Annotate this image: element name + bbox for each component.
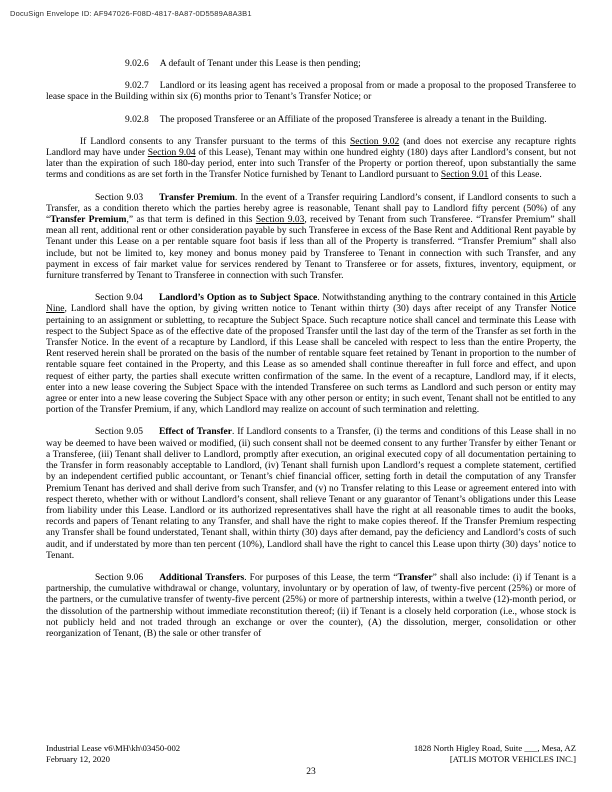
section-9-03-paragraph (46, 193, 576, 283)
defined-term-transfer-premium: Transfer Premium (50, 215, 127, 226)
section-9-04-paragraph (46, 293, 576, 416)
clause-number: 9.02.7 (125, 81, 149, 92)
article-nine-reference: Article Nine (46, 293, 577, 315)
section-label: Section 9.05 (95, 427, 143, 438)
clause-9-02-8 (46, 115, 576, 126)
paragraph-text: . Notwithstanding anything to the contrary contained in this (317, 293, 550, 304)
paragraph-text: ,” as that term is defined in this (126, 215, 256, 226)
clause-text: Landlord or its leasing agent has received a proposal from or made a proposal to the proposed Transferee to lease space in the Building within six (6) months prior to Tenant’s Transfer Notice; or (46, 81, 576, 103)
paragraph-text: , received by Tenant from such Transferee. “Transfer Premium” shall mean all rent, additional rent or other consideration payable by such Transferee in excess of the Base Rent and Additional Rent payable by Tenant under this Lease on a per rentable square foot basis if less than all of the Property is transferred. “Transfer Premium” shall also include, but not be limited to, key money and bonus money paid by Transferee to Tenant in connection with such Transfer, and any payment in excess of fair market value for services rendered by Tenant to Transferee or for assets, fixtures, inventory, equipment, or furniture transferred by Tenant to Transferee in connection with such Transfer. (46, 215, 576, 282)
consent-paragraph (46, 137, 576, 182)
clause-number: 9.02.8 (125, 114, 149, 125)
page-number: 23 (306, 767, 316, 778)
clause-9-02-7 (46, 81, 576, 103)
section-9-05-paragraph (46, 427, 576, 561)
paragraph-text: (and does not exercise any recapture rights Landlord may have under (46, 136, 576, 159)
clause-number: 9.02.6 (125, 59, 149, 69)
footer-date: February 12, 2020 (46, 753, 110, 764)
section-9-06-heading: Additional Transfers (159, 572, 245, 583)
docusign-envelope-id: DocuSign Envelope ID: AF947026-F08D-4817-8A87-0D5589A8A3B1 (10, 9, 252, 18)
paragraph-text: ” shall also include: (i) if Tenant is a partnership, the cumulative withdrawal or change, voluntary, involuntary or by operation of law, of twenty-five percent (25%) or more of the partners, or the cumulative transfer of twenty-five percent (25%) or more of partnership interests, within a twelve (12)-month period, or the dissolution of the partnership without immediate reconstitution thereof; (ii) if Tenant is a closely held corporation (i.e., whose stock is not publicly held and not traded through an exchange or over the counter), (A) the dissolution, merger, consolidation or other reorganization of Tenant, (B) the sale or other transfer of (46, 572, 576, 639)
section-9-05-heading: Effect of Transfer (159, 427, 232, 438)
clause-text: The proposed Transferee or an Affiliate of the proposed Transferee is already a tenant in the Building. (159, 114, 547, 125)
paragraph-text: . If Landlord consents to a Transfer, (i) the terms and conditions of this Lease shall in no way be deemed to have been waived or modified, (ii) such consent shall not be deemed consent to any further Transfer by either Tenant or a Transferee, (iii) Tenant shall deliver to Landlord, promptly after execution, an original executed copy of all documentation pertaining to the Transfer in form reasonably acceptable to Landlord, (iv) Tenant shall furnish upon Landlord’s request a complete statement, certified by an independent certified public accountant, or Tenant’s chief financial officer, setting forth in detail the computation of any Transfer Premium Tenant has derived and shall derive from such Transfer, and (v) no Transfer relating to this Lease or agreement entered into with respect thereto, whether with or without Landlord’s consent, shall relieve Tenant or any guarantor of Tenant’s obligations under this Lease from liability under this Lease. Landlord or its authorized representatives shall have the right at all reasonable times to audit the books, records and papers of Tenant relating to any Transfer, and shall have the right to make copies thereof. If the Transfer Premium respecting any Transfer shall be found understated, Tenant shall, within thirty (30) days after demand, pay the deficiency and Landlord’s costs of such audit, and if understated by more than ten percent (10%), Landlord shall have the right to cancel this Lease upon thirty (30) days’ notice to Tenant. (46, 427, 576, 561)
footer-tenant-name: [ATLIS MOTOR VEHICLES INC.] (449, 753, 576, 764)
section-9-02-reference: Section 9.02 (350, 136, 400, 147)
clause-text: A default of Tenant under this Lease is then pending; (159, 59, 361, 69)
section-9-04-reference: Section 9.04 (147, 148, 196, 159)
footer-property-info (414, 743, 576, 764)
section-9-03-reference: Section 9.03 (255, 215, 305, 226)
paragraph-text: of this Lease), Tenant may within one hundred eighty (180) days after Landlord’s consent, but not later than the expiration of such 180-day period, enter into such Transfer of the Property or portion thereof, upon substantially the same terms and conditions as are set forth in the Transfer Notice furnished by Tenant to Landlord pursuant to (46, 148, 576, 181)
page-footer (46, 743, 576, 777)
paragraph-text: . In the event of a Transfer requiring Landlord’s consent, if Landlord consents to such a Transfer, as a condition thereto which the parties hereby agree is reasonable, Tenant shall pay to Landlord fifty percent (50%) of any “ (46, 192, 576, 226)
clause-9-02-6 (46, 59, 576, 70)
defined-term-transfer: Transfer (397, 572, 433, 583)
footer-lease-version: Industrial Lease v6\MH\kh\03450-002 (46, 743, 181, 753)
document-body (46, 59, 576, 651)
section-label: Section 9.06 (95, 572, 144, 583)
paragraph-text: , Landlord shall have the option, by giving written notice to Tenant within thirty (30) days after receipt of any Transfer Notice pertaining to an assignment or subletting, to recapture the Subject Space. Such recapture notice shall cancel and terminate this Lease with respect to the Subject Space as of the effective date of the proposed Transfer until the last day of the term of the Transfer as set forth in the Transfer Notice. In the event of a recapture by Landlord, if this Lease shall be canceled with respect to less than the entire Property, the Rent reserved herein shall be prorated on the basis of the number of rentable square feet retained by Tenant in proportion to the number of rentable square feet contained in the Property, and this Lease as so amended shall continue thereafter in full force and effect, and upon request of either party, the parties shall execute written confirmation of the same. In the event of a recapture, Landlord may, if it elects, enter into a new lease covering the Subject Space with the intended Transferee on such terms as Landlord and such person or entity may agree or enter into a new lease covering the Subject Space with any other person or entity; in such event, Tenant shall not be entitled to any portion of the Transfer Premium, if any, which Landlord may realize on account of such termination and reletting. (46, 304, 576, 416)
paragraph-text: of this Lease. (488, 170, 542, 181)
section-9-06-paragraph (46, 573, 576, 640)
paragraph-text: . For purposes of this Lease, the term “ (244, 572, 398, 583)
section-9-03-heading: Transfer Premium (159, 192, 235, 203)
paragraph-text: If Landlord consents to any Transfer pursuant to the terms of this (80, 136, 351, 147)
section-9-01-reference: Section 9.01 (440, 170, 489, 181)
section-9-04-heading: Landlord’s Option as to Subject Space (158, 293, 318, 304)
section-label: Section 9.04 (95, 293, 143, 304)
section-label: Section 9.03 (95, 192, 144, 203)
footer-document-ref (46, 743, 180, 764)
footer-address: 1828 North Higley Road, Suite ___, Mesa, AZ (413, 743, 576, 753)
